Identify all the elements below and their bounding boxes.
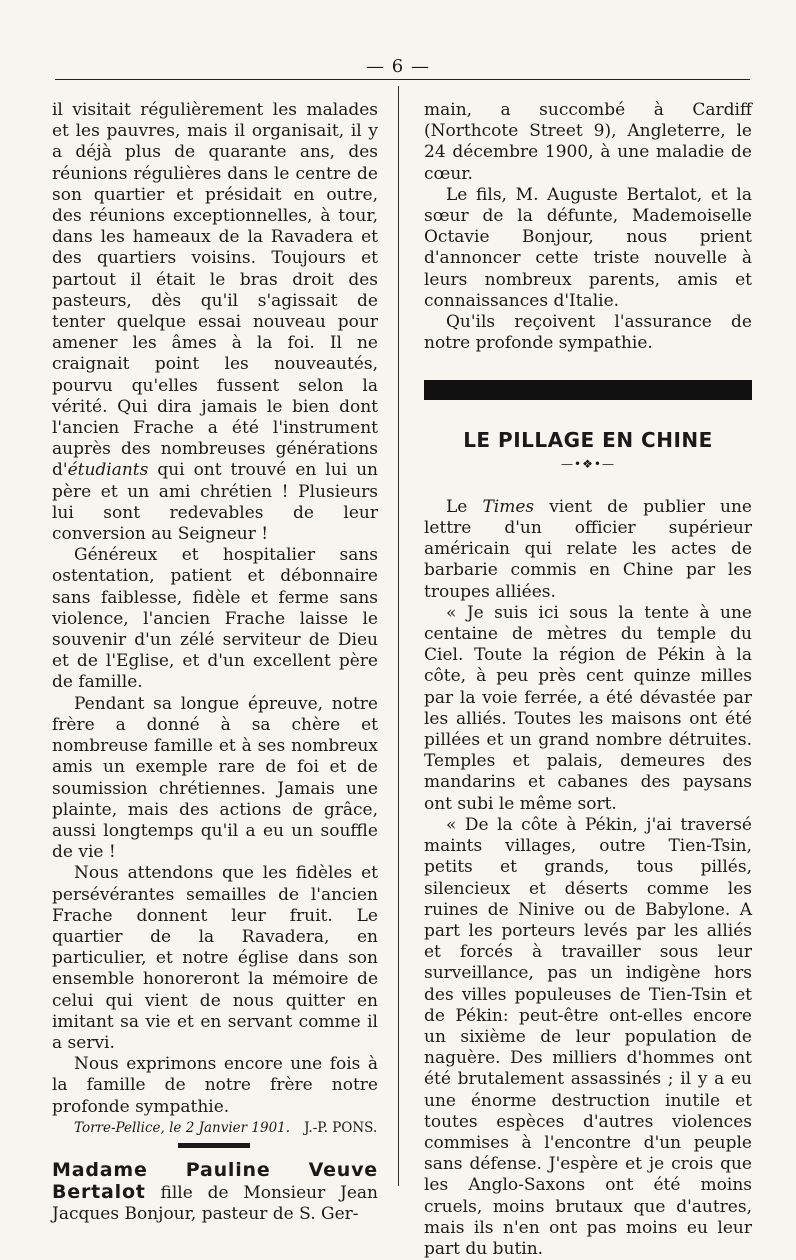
left-paragraph-1 [52, 100, 378, 545]
obituary-sympathy: Qu'ils reçoivent l'assurance de notre profonde sympathie. [424, 312, 752, 354]
article-paragraph-1-tail: vient de publier une lettre d'un officier supérieur américain qui relate les actes de barbarie commis en Chine par les troupes alliées. [424, 496, 752, 602]
header-rule [55, 79, 750, 80]
left-paragraph-4: Nous attendons que les fidèles et persévérantes semailles de l'ancien Frache donnent leur fruit. Le quartier de la Ravadera, en particulier, et notre église dans son ensemble honoreront la mémoire de celui qui vient de nous quitter en imitant sa vie et en servant comme il a servi. [52, 863, 378, 1053]
page-number: — 6 — [366, 56, 430, 77]
article-paragraph-1-lead: Le [446, 496, 483, 517]
right-column [424, 100, 752, 1260]
left-paragraph-1-tail: qui ont trouvé en lui un père et un ami chrétien ! Plusieurs lui sont redevables de leur conversion au Seigneur ! [52, 460, 378, 545]
section-rule [178, 1143, 250, 1148]
obituary-name: Madame Pauline Veuve Bertalot [52, 1158, 378, 1204]
obituary-family-notice: Le fils, M. Auguste Bertalot, et la sœur de la défunte, Mademoiselle Octavie Bonjour, nous prient d'annoncer cette triste nouvelle à leurs nombreux parents, amis et connaissances d'Italie. [424, 184, 752, 311]
article-paragraph-3: « De la côte à Pékin, j'ai traversé maints villages, outre Tien-Tsin, petits et grands, tous pillés, silencieux et déserts comme les ruines de Ninive ou de Babylone. A part les porteurs levés par les alliés et forcés à travailler sous leur surveillance, pas un indigène hors des villes populeuses de Tien-Tsin et de Pékin: peut-être ont-elles encore un sixième de leur population de naguère. Des milliers d'hommes ont été brutalement assassinés ; il y a eu une énorme destruction inutile et toutes espèces d'autres violences commises à l'encontre d'un peuple sans défense. J'espère et je crois que les Anglo-Saxons ont été moins cruels, moins brutaux que d'autres, mais ils n'en ont pas moins eu leur part du butin. [424, 814, 752, 1259]
left-column [52, 100, 378, 1226]
article-separator-rule [424, 380, 752, 400]
signature-author: J.-P. PONS. [304, 1119, 378, 1136]
left-paragraph-5: Nous exprimons encore une fois à la famille de notre frère notre profonde sympathie. [52, 1054, 378, 1117]
title-ornament: —•❖•— [561, 456, 615, 471]
column-divider [398, 86, 399, 1186]
signature-place-date: Torre-Pellice, le 2 Janvier 1901. [74, 1119, 291, 1136]
left-paragraph-3: Pendant sa longue épreuve, notre frère a donné à sa chère et nombreuse famille et à ses nombreux amis un exemple rare de foi et de soumission chrétiennes. Jamais une plainte, mais des actions de grâce, aussi longtemps qu'il a eu un souffle de vie ! [52, 693, 378, 863]
signature-line [52, 1118, 378, 1139]
article-title: LE PILLAGE EN CHINE [463, 428, 713, 453]
left-paragraph-2: Généreux et hospitalier sans ostentation, patient et débonnaire sans faiblesse, fidèle et ferme sans violence, l'ancien Frache laisse le souvenir d'un zélé serviteur de Dieu et de l'Eglise, et d'un excellent père de famille. [52, 545, 378, 693]
obituary-opening-text: fille de Monsieur Jean Jacques Bonjour, pasteur de S. Ger- [52, 1183, 378, 1225]
article-paragraph-2: « Je suis ici sous la tente à une centaine de mètres du temple du Ciel. Toute la région de Pékin à la côte, à peu près cent quinze milles par la voie ferrée, a été dévastée par les alliés. Toutes les maisons ont été pillées et un grand nombre détruites. Temples et palais, demeures des mandarins et cabanes des paysans ont subi le même sort. [424, 602, 752, 814]
article-paragraph-1 [424, 497, 752, 603]
article-paragraph-1-italic: Times [482, 496, 535, 517]
left-paragraph-1-text: il visitait régulièrement les malades et les pauvres, mais il organisait, il y a déjà plus de quarante ans, des réunions régulières dans le centre de son quartier et présidait en outre, des réunions exceptionnelles, à tour, dans les hameaux de la Ravadera et des quartiers voisins. Toujours et partout il était le bras droit des pasteurs, dès qu'il s'agissait de tenter quelque essai nouveau pour amener les âmes à la foi. Il ne craignait point les nouveautés, pourvu qu'elles fussent selon la vérité. Qui dira jamais le bien dont l'ancien Frache a été l'instrument auprès des nombreuses générations d' [52, 100, 378, 481]
obituary-opening [52, 1160, 378, 1226]
obituary-continued: main, a succombé à Cardiff (Northcote Street 9), Angleterre, le 24 décembre 1900, à une maladie de cœur. [424, 100, 752, 184]
left-paragraph-1-italic: étudiants [67, 460, 149, 481]
